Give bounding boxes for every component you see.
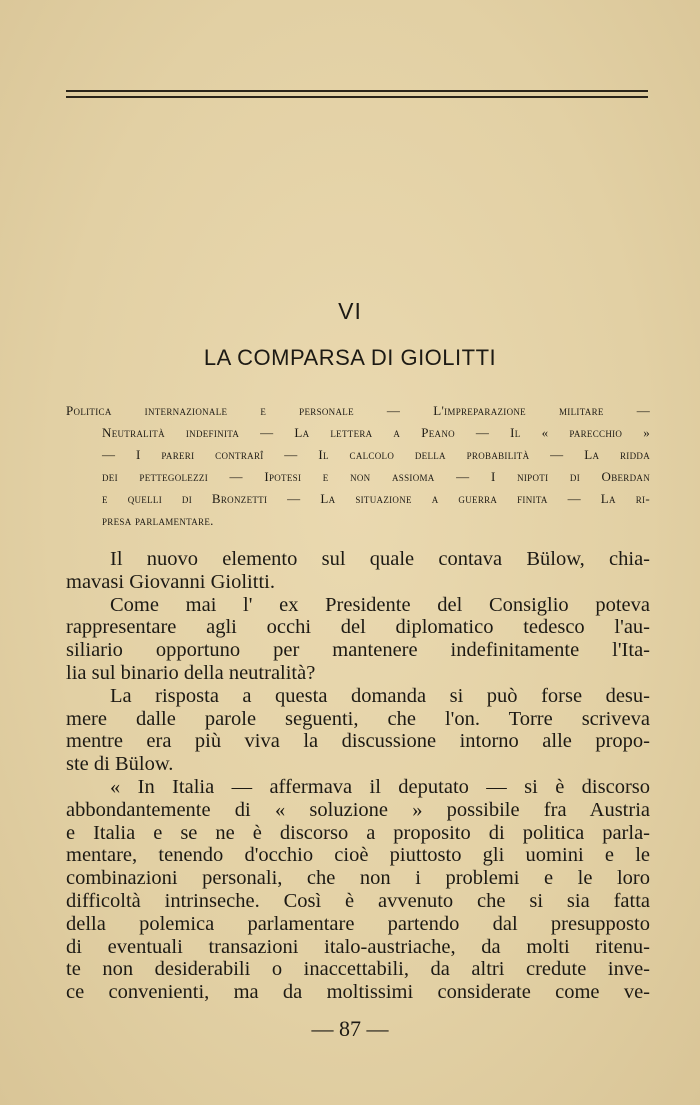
text-line: siliario opportuno per mantenere indefinitamente l'Ita-: [66, 639, 650, 662]
text-line: La risposta a questa domanda si può forse desu-: [110, 684, 650, 707]
text-line: di eventuali transazioni italo-austriache, da molti ritenu-: [66, 935, 650, 958]
text-line: Il nuovo elemento sul quale contava Bülow, chia-: [110, 548, 650, 570]
text-line: mere dalle parole seguenti, che l'on. Torre scriveva: [66, 707, 650, 730]
text-line: mentare, tenendo d'occhio cioè piuttosto gli uomini e le: [66, 844, 650, 867]
text-line: mavasi Giovanni Giolitti.: [66, 570, 275, 593]
chapter-summary: [66, 400, 650, 532]
header-double-rule: [66, 90, 648, 100]
summary-line: presa parlamentare.: [102, 513, 214, 528]
text-line: della polemica parlamentare partendo dal presupposto: [66, 912, 650, 935]
text-line: « In Italia — affermava il deputato — si è discorso: [110, 775, 650, 798]
chapter-title: LA COMPARSA DI GIOLITTI: [203, 345, 497, 370]
text-line: te non desiderabili o inaccettabili, da altri credute inve-: [66, 958, 650, 981]
summary-line: Politica internazionale e personale — L'impreparazione militare —: [66, 403, 650, 418]
summary-line: e quelli di Bronzetti — La situazione a guerra finita — La ri-: [102, 491, 650, 506]
text-line: e Italia e se ne è discorso a proposito di politica parla-: [66, 821, 650, 844]
summary-line: dei pettegolezzi — Ipotesi e non assioma — I nipoti di Oberdan: [102, 469, 650, 484]
text-line: lia sul binario della neutralità?: [66, 661, 316, 684]
text-line: abbondantemente di « soluzione » possibile fra Austria: [66, 798, 650, 821]
text-line: Come mai l' ex Presidente del Consiglio poteva: [110, 593, 650, 616]
summary-line: Neutralità indefinita — La lettera a Peano — Il « parecchio »: [102, 425, 650, 440]
text-line: ste di Bülow.: [66, 753, 174, 776]
text-line: rappresentare agli occhi del diplomatico tedesco l'au-: [66, 616, 650, 639]
text-line: combinazioni personali, che non i problemi e le loro: [66, 867, 650, 890]
text-line: difficoltà intrinseche. Così è avvenuto che si sia fatta: [66, 889, 650, 912]
text-line: ce convenienti, ma da moltissimi considerate come ve-: [66, 981, 650, 1004]
text-line: mentre era più viva la discussione intorno alle propo-: [66, 730, 650, 753]
page-number: — 87 —: [311, 1016, 389, 1041]
chapter-number: VI: [338, 298, 362, 324]
body-text: [66, 548, 650, 1004]
summary-line: — I pareri contrarî — Il calcolo della probabilità — La ridda: [102, 447, 650, 462]
